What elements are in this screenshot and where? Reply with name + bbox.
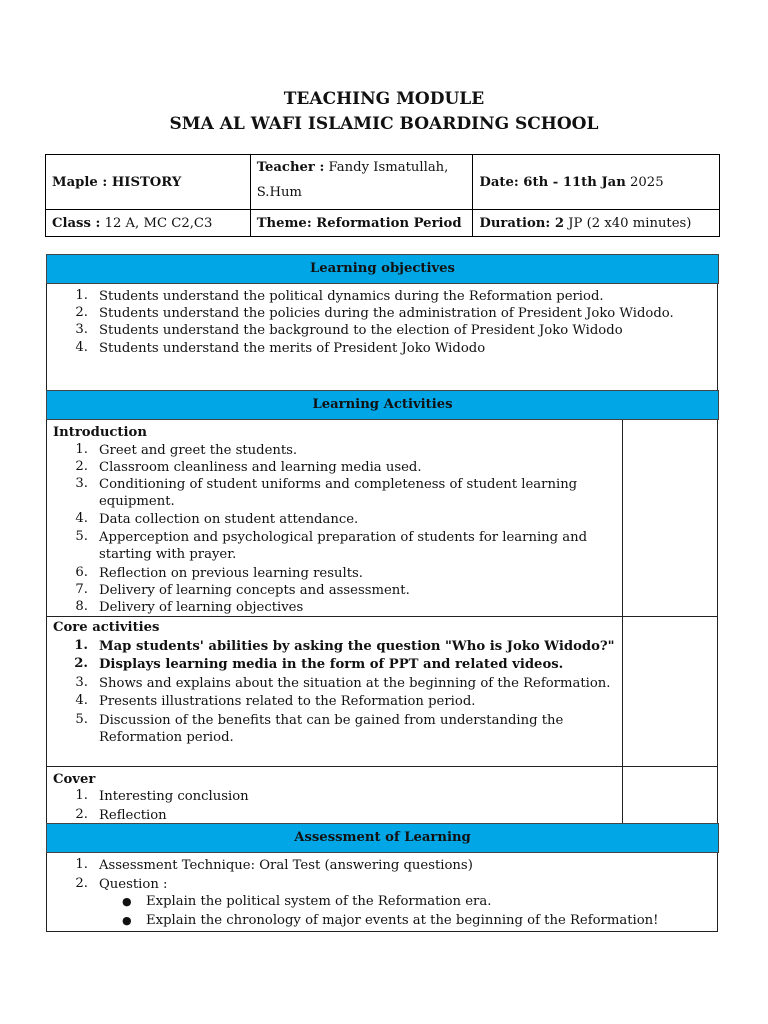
list-item: Data collection on student attendance. — [99, 512, 359, 527]
row-divider — [46, 766, 718, 767]
list-number: 1. — [75, 857, 88, 872]
module-info-table — [45, 154, 720, 237]
assessment-heading: Assessment of Learning — [46, 823, 719, 853]
list-item: Delivery of learning objectives — [99, 600, 304, 615]
list-number: 3. — [75, 322, 88, 337]
list-item: Reflection on previous learning results. — [99, 566, 363, 581]
list-number: 4. — [75, 693, 88, 708]
school-name: SMA AL WAFI ISLAMIC BOARDING SCHOOL — [169, 114, 599, 134]
duration-value: JP (2 x40 minutes) — [568, 215, 692, 231]
list-number: 1. — [75, 442, 88, 457]
list-item: Students understand the merits of President Joko Widodo — [99, 341, 486, 356]
list-item-continuation: equipment. — [99, 494, 175, 509]
list-number: 2. — [74, 656, 88, 671]
list-item-continuation: Reformation period. — [99, 730, 234, 745]
document-title: TEACHING MODULE — [283, 89, 485, 109]
list-number: 3. — [75, 675, 88, 690]
class-label: Class : — [52, 215, 101, 231]
introduction-label: Introduction — [53, 425, 147, 440]
bullet-icon: ● — [122, 895, 132, 908]
list-item: Reflection — [99, 808, 167, 823]
teacher-name: Fandy Ismatullah, — [328, 160, 449, 175]
list-number: 2. — [75, 807, 88, 822]
class-cell — [46, 210, 251, 237]
list-number: 2. — [75, 305, 88, 320]
teacher-label: Teacher : — [256, 160, 325, 175]
list-item: Question : — [99, 877, 168, 892]
date-year: 2025 — [630, 174, 664, 190]
list-number: 5. — [75, 712, 88, 727]
list-item: Assessment Technique: Oral Test (answering questions) — [99, 858, 473, 873]
list-item: Students understand the policies during the administration of President Joko Widodo. — [99, 306, 674, 321]
list-item: Map students' abilities by asking the question "Who is Joko Widodo?" — [99, 639, 615, 654]
list-item-continuation: starting with prayer. — [99, 547, 237, 562]
activities-heading: Learning Activities — [46, 390, 719, 420]
question-item: Explain the political system of the Reformation era. — [146, 894, 492, 909]
list-item: Students understand the background to the election of President Joko Widodo — [99, 323, 623, 338]
list-item: Displays learning media in the form of PPT and related videos. — [99, 657, 564, 672]
date-label: Date: 6th - 11th Jan — [479, 174, 626, 190]
list-number: 1. — [75, 288, 88, 303]
list-number: 8. — [75, 599, 88, 614]
list-item: Delivery of learning concepts and assessment. — [99, 583, 410, 598]
question-item: Explain the chronology of major events at the beginning of the Reformation! — [146, 913, 659, 928]
list-item: Shows and explains about the situation at the beginning of the Reformation. — [99, 676, 611, 691]
cover-label: Cover — [53, 772, 96, 787]
list-item: Conditioning of student uniforms and completeness of student learning — [99, 477, 578, 492]
subject-cell — [46, 155, 251, 210]
duration-cell — [473, 210, 720, 237]
column-divider — [622, 420, 623, 824]
teacher-cell — [250, 155, 473, 210]
list-item: Presents illustrations related to the Reformation period. — [99, 694, 476, 709]
duration-label: Duration: 2 — [479, 215, 565, 231]
list-number: 1. — [74, 638, 88, 653]
bullet-icon: ● — [122, 914, 132, 927]
date-cell — [473, 155, 720, 210]
list-number: 3. — [75, 476, 88, 491]
list-item: Students understand the political dynamics during the Reformation period. — [99, 289, 604, 304]
list-item: Apperception and psychological preparation of students for learning and — [99, 530, 588, 545]
theme-cell — [250, 210, 473, 237]
list-number: 4. — [75, 511, 88, 526]
list-number: 4. — [75, 340, 88, 355]
teacher-degree: S.Hum — [256, 185, 302, 200]
list-number: 5. — [75, 529, 88, 544]
list-item: Interesting conclusion — [99, 789, 249, 804]
list-number: 7. — [75, 582, 88, 597]
list-number: 2. — [75, 876, 88, 891]
objectives-heading: Learning objectives — [46, 254, 719, 284]
list-item: Greet and greet the students. — [99, 443, 298, 458]
core-activities-label: Core activities — [53, 620, 160, 635]
class-value: 12 A, MC C2,C3 — [104, 215, 213, 231]
list-number: 2. — [75, 459, 88, 474]
list-item: Classroom cleanliness and learning media used. — [99, 460, 422, 475]
theme-label: Theme: Reformation Period — [256, 215, 462, 231]
list-number: 1. — [75, 788, 88, 803]
subject-label: Maple : HISTORY — [52, 174, 182, 190]
list-number: 6. — [75, 565, 88, 580]
list-item: Discussion of the benefits that can be gained from understanding the — [99, 713, 564, 728]
